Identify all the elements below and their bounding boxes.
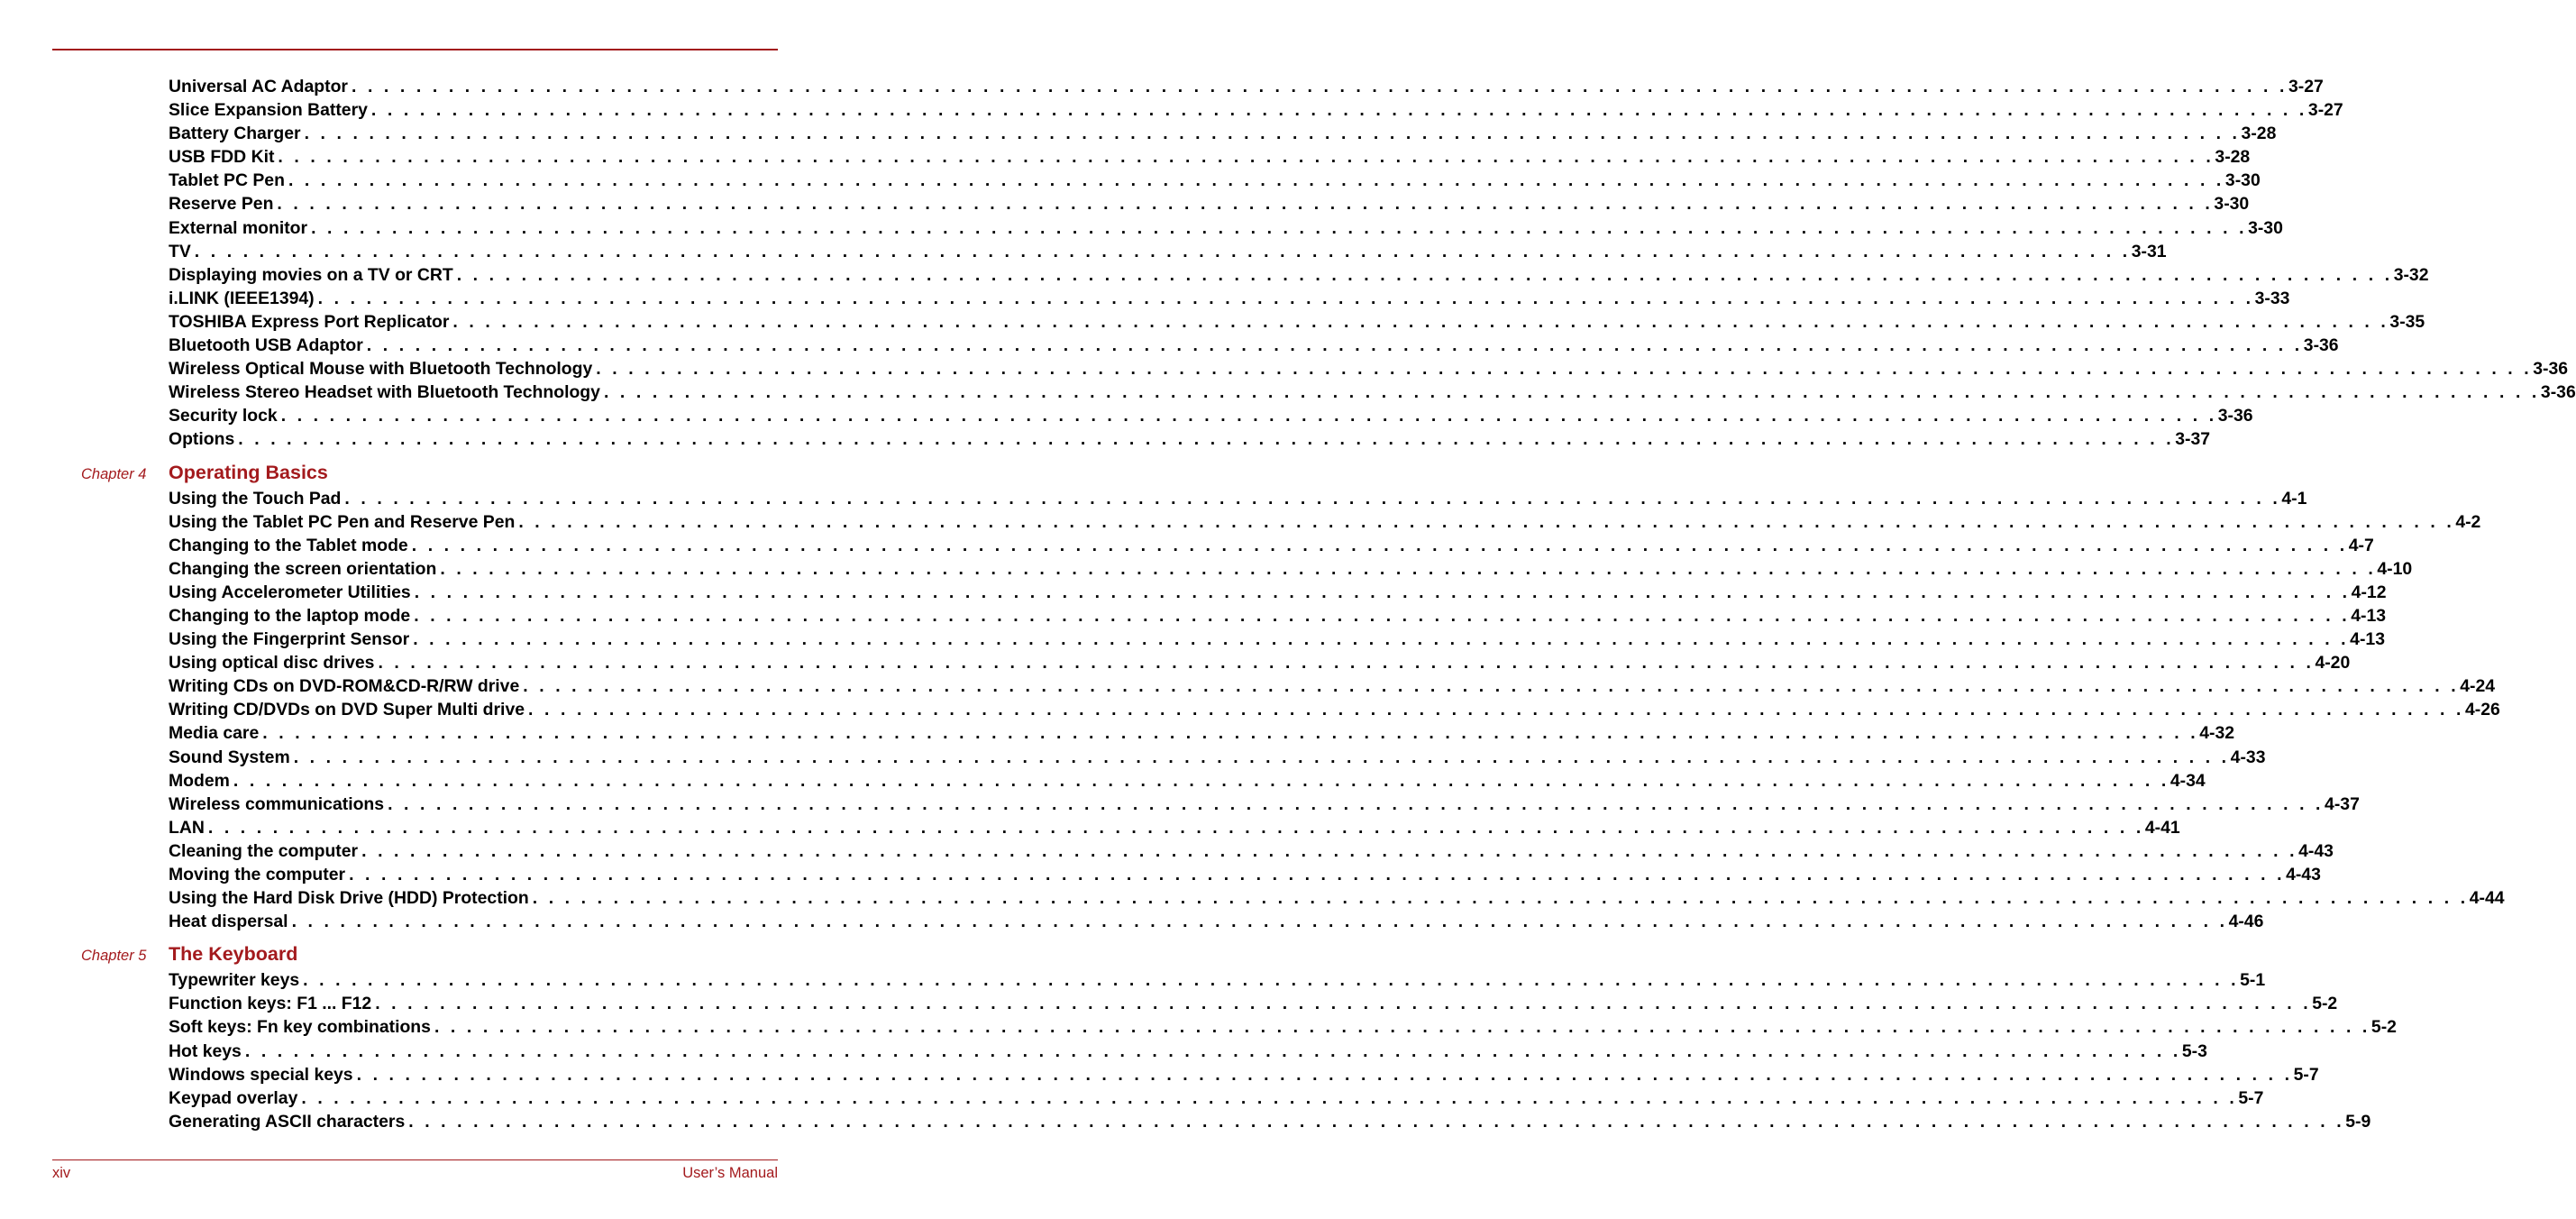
toc-entry-page: 4-43 (2286, 865, 2321, 884)
toc-entry-page: 4-44 (2469, 888, 2505, 909)
table-of-contents (0, 75, 2576, 1133)
toc-entry-page: 3-30 (2248, 217, 2283, 238)
dot-leader: . . . . . . . . . . . . . . . . . . . . . . . . . . . . . . . . . . . . . . . . . . . . . . . . . . . . . . . . . . . . . . . . . . . . . . . . . . . . . . . . . . . . . . . . . . . . . . . . . . . . . . . . . . . . . . . . . . . . . . . . (262, 723, 2199, 744)
chapter-label: Chapter 5 (81, 948, 147, 965)
toc-entry-title: TV (169, 241, 191, 261)
dot-leader: . . . . . . . . . . . . . . . . . . . . . . . . . . . . . . . . . . . . . . . . . . . . . . . . . . . . . . . . . . . . . . . . . . . . . . . . . . . . . . . . . . . . . . . . . . . . . . . . . . . . . . . . . . . . . . . . . . . . . . . . (344, 488, 2281, 509)
dot-leader: . . . . . . . . . . . . . . . . . . . . . . . . . . . . . . . . . . . . . . . . . . . . . . . . . . . . . . . . . . . . . . . . . . . . . . . . . . . . . . . . . . . . . . . . . . . . . . . . . . . . . . . . . . . . . . . . . . . . . . . . (278, 147, 2215, 168)
toc-entry-page: 3-35 (2389, 311, 2425, 332)
dot-leader: . . . . . . . . . . . . . . . . . . . . . . . . . . . . . . . . . . . . . . . . . . . . . . . . . . . . . . . . . . . . . . . . . . . . . . . . . . . . . . . . . . . . . . . . . . . . . . . . . . . . . . . . . . . . . . . . . . . . . . . . (291, 912, 2228, 932)
toc-entry-title: Using the Tablet PC Pen and Reserve Pen (169, 511, 516, 532)
chapter-heading (0, 943, 860, 968)
toc-entry[interactable] (169, 1086, 2264, 1110)
toc-entry-page: 3-33 (2254, 288, 2290, 308)
toc-entry[interactable] (169, 334, 2339, 357)
toc-entry-page: 3-27 (2288, 77, 2324, 96)
toc-entry-page: 5-2 (2370, 1017, 2397, 1038)
toc-entry-title: TOSHIBA Express Port Replicator (169, 311, 450, 332)
toc-entry-title: Typewriter keys (169, 970, 300, 991)
dot-leader: . . . . . . . . . . . . . . . . . . . . . . . . . . . . . . . . . . . . . . . . . . . . . . . . . . . . . . . . . . . . . . . . . . . . . . . . . . . . . . . . . . . . . . . . . . . . . . . . . . . . . . . . . . . . . . . . . . . . . . . . (293, 747, 2230, 767)
toc-entry[interactable] (169, 721, 2235, 745)
toc-entry-title: Changing the screen orientation (169, 558, 437, 579)
dot-leader: . . . . . . . . . . . . . . . . . . . . . . . . . . . . . . . . . . . . . . . . . . . . . . . . . . . . . . . . . . . . . . . . . . . . . . . . . . . . . . . . . . . . . . . . . . . . . . . . . . . . . . . . . . . . . . . . . . . . . . . . (378, 653, 2315, 674)
toc-entry[interactable] (169, 75, 2324, 98)
toc-entry-page: 4-13 (2351, 605, 2387, 626)
toc-entry-page: 4-12 (2351, 582, 2387, 602)
toc-entry-title: Security lock (169, 406, 278, 426)
toc-section (0, 461, 2505, 934)
toc-entry-title: Wireless communications (169, 793, 385, 814)
toc-entry-page: 3-28 (2215, 147, 2251, 168)
toc-entry-title: LAN (169, 817, 205, 838)
toc-entry[interactable] (169, 192, 2250, 215)
toc-entry-page: 3-27 (2307, 100, 2343, 121)
toc-entry[interactable] (169, 380, 2576, 404)
toc-entry[interactable] (169, 534, 2374, 557)
toc-entry[interactable] (169, 863, 2321, 886)
dot-leader: . . . . . . . . . . . . . . . . . . . . . . . . . . . . . . . . . . . . . . . . . . . . . . . . . . . . . . . . . . . . . . . . . . . . . . . . . . . . . . . . . . . . . . . . . . . . . . . . . . . . . . . . . . . . . . . . . . . . . . . . (280, 406, 2217, 426)
toc-entry-page: 4-33 (2230, 747, 2266, 767)
toc-entry-title: Bluetooth USB Adaptor (169, 335, 363, 356)
toc-entry-page: 5-9 (2345, 1111, 2371, 1132)
toc-entry-title: Using the Touch Pad (169, 488, 342, 509)
toc-entry[interactable] (169, 698, 2500, 721)
toc-entry[interactable] (169, 240, 2167, 263)
dot-leader: . . . . . . . . . . . . . . . . . . . . . . . . . . . . . . . . . . . . . . . . . . . . . . . . . . . . . . . . . . . . . . . . . . . . . . . . . . . . . . . . . . . . . . . . . . . . . . . . . . . . . . . . . . . . . . . . . . . . . . . . (370, 100, 2307, 121)
toc-entry-title: Wireless Stereo Headset with Bluetooth Technology (169, 382, 600, 403)
toc-entry-title: Generating ASCII characters (169, 1111, 406, 1132)
dot-leader: . . . . . . . . . . . . . . . . . . . . . . . . . . . . . . . . . . . . . . . . . . . . . . . . . . . . . . . . . . . . . . . . . . . . . . . . . . . . . . . . . . . . . . . . . . . . . . . . . . . . . . . . . . . . . . . . . . . . . . . . (238, 429, 2175, 450)
toc-entry-page: 5-2 (2312, 994, 2338, 1014)
dot-leader: . . . . . . . . . . . . . . . . . . . . . . . . . . . . . . . . . . . . . . . . . . . . . . . . . . . . . . . . . . . . . . . . . . . . . . . . . . . . . . . . . . . . . . . . . . . . . . . . . . . . . . . . . . . . . . . . . . . . . . . . (277, 194, 2214, 215)
header-rule (52, 49, 778, 50)
toc-entry[interactable] (169, 1015, 2397, 1039)
toc-entry-page: 4-41 (2144, 817, 2180, 838)
toc-entry[interactable] (169, 427, 2211, 451)
toc-entry-title: Reserve Pen (169, 194, 274, 215)
footer-page-number: xiv (52, 1165, 71, 1181)
footer-manual-name: User’s Manual (682, 1165, 778, 1181)
toc-entry-title: Keypad overlay (169, 1087, 298, 1108)
toc-entry-title: i.LINK (IEEE1394) (169, 288, 315, 308)
dot-leader: . . . . . . . . . . . . . . . . . . . . . . . . . . . . . . . . . . . . . . . . . . . . . . . . . . . . . . . . . . . . . . . . . . . . . . . . . . . . . . . . . . . . . . . . . . . . . . . . . . . . . . . . . . . . . . . . . . . . . . . . (233, 770, 2170, 791)
toc-entry[interactable] (169, 793, 2360, 816)
dot-leader: . . . . . . . . . . . . . . . . . . . . . . . . . . . . . . . . . . . . . . . . . . . . . . . . . . . . . . . . . . . . . . . . . . . . . . . . . . . . . . . . . . . . . . . . . . . . . . . . . . . . . . . . . . . . . . . . . . . . . . . . (414, 605, 2351, 626)
toc-entry-title: Hot keys (169, 1040, 242, 1061)
dot-leader: . . . . . . . . . . . . . . . . . . . . . . . . . . . . . . . . . . . . . . . . . . . . . . . . . . . . . . . . . . . . . . . . . . . . . . . . . . . . . . . . . . . . . . . . . . . . . . . . . . . . . . . . . . . . . . . . . . . . . . . . (518, 511, 2455, 532)
dot-leader: . . . . . . . . . . . . . . . . . . . . . . . . . . . . . . . . . . . . . . . . . . . . . . . . . . . . . . . . . . . . . . . . . . . . . . . . . . . . . . . . . . . . . . . . . . . . . . . . . . . . . . . . . . . . . . . . . . . . . . . . (523, 676, 2460, 697)
dot-leader: . . . . . . . . . . . . . . . . . . . . . . . . . . . . . . . . . . . . . . . . . . . . . . . . . . . . . . . . . . . . . . . . . . . . . . . . . . . . . . . . . . . . . . . . . . . . . . . . . . . . . . . . . . . . . . . . . . . . . . . . (361, 840, 2298, 861)
toc-entry-page: 3-36 (2533, 359, 2569, 380)
toc-entry[interactable] (169, 287, 2290, 310)
toc-entry[interactable] (169, 769, 2206, 793)
toc-entry-title: Universal AC Adaptor (169, 77, 348, 96)
dot-leader: . . . . . . . . . . . . . . . . . . . . . . . . . . . . . . . . . . . . . . . . . . . . . . . . . . . . . . . . . . . . . . . . . . . . . . . . . . . . . . . . . . . . . . . . . . . . . . . . . . . . . . . . . . . . . . . . . . . . . . . . (528, 700, 2465, 720)
toc-entry-page: 4-24 (2460, 676, 2496, 697)
toc-entry[interactable] (169, 1110, 2371, 1133)
dot-leader: . . . . . . . . . . . . . . . . . . . . . . . . . . . . . . . . . . . . . . . . . . . . . . . . . . . . . . . . . . . . . . . . . . . . . . . . . . . . . . . . . . . . . . . . . . . . . . . . . . . . . . . . . . . . . . . . . . . . . . . . (304, 124, 2241, 144)
toc-entry-page: 3-36 (2303, 335, 2339, 356)
toc-entry[interactable] (169, 992, 2338, 1015)
toc-entry-page: 4-37 (2325, 793, 2360, 814)
dot-leader: . . . . . . . . . . . . . . . . . . . . . . . . . . . . . . . . . . . . . . . . . . . . . . . . . . . . . . . . . . . . . . . . . . . . . . . . . . . . . . . . . . . . . . . . . . . . . . . . . . . . . . . . . . . . . . . . . . . . . . . . (311, 217, 2248, 238)
dot-leader: . . . . . . . . . . . . . . . . . . . . . . . . . . . . . . . . . . . . . . . . . . . . . . . . . . . . . . . . . . . . . . . . . . . . . . . . . . . . . . . . . . . . . . . . . . . . . . . . . . . . . . . . . . . . . . . . . . . . . . . . (413, 629, 2350, 650)
toc-entry-title: Soft keys: Fn key combinations (169, 1017, 431, 1038)
toc-entry-title: Using the Fingerprint Sensor (169, 629, 410, 650)
toc-section (0, 75, 2576, 452)
dot-leader: . . . . . . . . . . . . . . . . . . . . . . . . . . . . . . . . . . . . . . . . . . . . . . . . . . . . . . . . . . . . . . . . . . . . . . . . . . . . . . . . . . . . . . . . . . . . . . . . . . . . . . . . . . . . . . . . . . . . . . . . (603, 382, 2540, 403)
toc-entry[interactable] (169, 674, 2496, 698)
toc-entry[interactable] (169, 968, 2266, 992)
toc-entry[interactable] (169, 310, 2425, 334)
toc-entry-title: Using Accelerometer Utilities (169, 582, 411, 602)
dot-leader: . . . . . . . . . . . . . . . . . . . . . . . . . . . . . . . . . . . . . . . . . . . . . . . . . . . . . . . . . . . . . . . . . . . . . . . . . . . . . . . . . . . . . . . . . . . . . . . . . . . . . . . . . . . . . . . . . . . . . . . . (532, 888, 2469, 909)
toc-entry-page: 3-30 (2224, 170, 2261, 191)
toc-entry[interactable] (169, 357, 2569, 380)
toc-entry[interactable] (169, 557, 2413, 581)
toc-entry[interactable] (169, 651, 2351, 674)
chapter-heading (0, 462, 860, 487)
toc-entry-title: Cleaning the computer (169, 840, 359, 861)
chapter-title[interactable]: The Keyboard (169, 943, 298, 966)
toc-entry-page: 3-37 (2175, 429, 2211, 450)
footer-rule (52, 1159, 778, 1160)
toc-entry[interactable] (169, 169, 2261, 192)
dot-leader: . . . . . . . . . . . . . . . . . . . . . . . . . . . . . . . . . . . . . . . . . . . . . . . . . . . . . . . . . . . . . . . . . . . . . . . . . . . . . . . . . . . . . . . . . . . . . . . . . . . . . . . . . . . . . . . . . . . . . . . . (288, 170, 2224, 191)
toc-entry[interactable] (169, 1063, 2319, 1086)
dot-leader: . . . . . . . . . . . . . . . . . . . . . . . . . . . . . . . . . . . . . . . . . . . . . . . . . . . . . . . . . . . . . . . . . . . . . . . . . . . . . . . . . . . . . . . . . . . . . . . . . . . . . . . . . . . . . . . . . . . . . . . . (356, 1064, 2293, 1085)
toc-entry[interactable] (169, 487, 2307, 510)
dot-leader: . . . . . . . . . . . . . . . . . . . . . . . . . . . . . . . . . . . . . . . . . . . . . . . . . . . . . . . . . . . . . . . . . . . . . . . . . . . . . . . . . . . . . . . . . . . . . . . . . . . . . . . . . . . . . . . . . . . . . . . . (414, 582, 2351, 602)
toc-entry-title: Using optical disc drives (169, 653, 375, 674)
toc-entry-title: Changing to the Tablet mode (169, 535, 408, 555)
toc-entry-page: 4-32 (2199, 723, 2235, 744)
toc-entry-title: Writing CDs on DVD-ROM&CD-R/RW drive (169, 676, 520, 697)
dot-leader: . . . . . . . . . . . . . . . . . . . . . . . . . . . . . . . . . . . . . . . . . . . . . . . . . . . . . . . . . . . . . . . . . . . . . . . . . . . . . . . . . . . . . . . . . . . . . . . . . . . . . . . . . . . . . . . . . . . . . . . . (301, 1087, 2238, 1108)
toc-entry-page: 3-30 (2214, 194, 2250, 215)
toc-entry-title: Windows special keys (169, 1064, 353, 1085)
toc-entry[interactable] (169, 145, 2251, 169)
toc-entry-title: Writing CD/DVDs on DVD Super Multi drive (169, 700, 525, 720)
dot-leader: . . . . . . . . . . . . . . . . . . . . . . . . . . . . . . . . . . . . . . . . . . . . . . . . . . . . . . . . . . . . . . . . . . . . . . . . . . . . . . . . . . . . . . . . . . . . . . . . . . . . . . . . . . . . . . . . . . . . . . . . (207, 817, 2144, 838)
toc-entry-title: Function keys: F1 ... F12 (169, 994, 372, 1014)
toc-entry-title: Sound System (169, 747, 290, 767)
toc-entry-page: 5-3 (2181, 1040, 2207, 1061)
dot-leader: . . . . . . . . . . . . . . . . . . . . . . . . . . . . . . . . . . . . . . . . . . . . . . . . . . . . . . . . . . . . . . . . . . . . . . . . . . . . . . . . . . . . . . . . . . . . . . . . . . . . . . . . . . . . . . . . . . . . . . . . (303, 970, 2240, 991)
toc-entry-page: 4-10 (2377, 558, 2413, 579)
toc-entry-title: Battery Charger (169, 124, 301, 144)
dot-leader: . . . . . . . . . . . . . . . . . . . . . . . . . . . . . . . . . . . . . . . . . . . . . . . . . . . . . . . . . . . . . . . . . . . . . . . . . . . . . . . . . . . . . . . . . . . . . . . . . . . . . . . . . . . . . . . . . . . . . . . . (349, 865, 2286, 884)
toc-entry-page: 4-7 (2348, 535, 2374, 555)
toc-entry[interactable] (169, 816, 2180, 839)
toc-entry-page: 5-7 (2238, 1087, 2264, 1108)
toc-section (0, 943, 2397, 1133)
dot-leader: . . . . . . . . . . . . . . . . . . . . . . . . . . . . . . . . . . . . . . . . . . . . . . . . . . . . . . . . . . . . . . . . . . . . . . . . . . . . . . . . . . . . . . . . . . . . . . . . . . . . . . . . . . . . . . . . . . . . . . . . (596, 359, 2533, 380)
toc-entry-page: 3-31 (2131, 241, 2167, 261)
toc-entry[interactable] (169, 1040, 2207, 1063)
toc-entry-page: 4-13 (2350, 629, 2385, 650)
toc-entry-page: 3-36 (2217, 406, 2253, 426)
toc-entry-page: 5-1 (2240, 970, 2266, 991)
toc-entry-page: 4-43 (2298, 840, 2334, 861)
toc-entry-title: External monitor (169, 217, 308, 238)
toc-entry-title: Slice Expansion Battery (169, 100, 368, 121)
toc-entry[interactable] (169, 510, 2481, 534)
toc-entry-title: USB FDD Kit (169, 147, 275, 168)
toc-entry[interactable] (169, 98, 2343, 122)
dot-leader: . . . . . . . . . . . . . . . . . . . . . . . . . . . . . . . . . . . . . . . . . . . . . . . . . . . . . . . . . . . . . . . . . . . . . . . . . . . . . . . . . . . . . . . . . . . . . . . . . . . . . . . . . . . . . . . . . . . . . . . . (366, 335, 2303, 356)
dot-leader: . . . . . . . . . . . . . . . . . . . . . . . . . . . . . . . . . . . . . . . . . . . . . . . . . . . . . . . . . . . . . . . . . . . . . . . . . . . . . . . . . . . . . . . . . . . . . . . . . . . . . . . . . . . . . . . . . . . . . . . . (440, 558, 2377, 579)
toc-entry[interactable] (169, 216, 2283, 240)
dot-leader: . . . . . . . . . . . . . . . . . . . . . . . . . . . . . . . . . . . . . . . . . . . . . . . . . . . . . . . . . . . . . . . . . . . . . . . . . . . . . . . . . . . . . . . . . . . . . . . . . . . . . . . . . . . . . . . . . . . . . . . . (351, 77, 2288, 96)
dot-leader: . . . . . . . . . . . . . . . . . . . . . . . . . . . . . . . . . . . . . . . . . . . . . . . . . . . . . . . . . . . . . . . . . . . . . . . . . . . . . . . . . . . . . . . . . . . . . . . . . . . . . . . . . . . . . . . . . . . . . . . . (434, 1017, 2370, 1038)
toc-entry-page: 4-34 (2170, 770, 2206, 791)
dot-leader: . . . . . . . . . . . . . . . . . . . . . . . . . . . . . . . . . . . . . . . . . . . . . . . . . . . . . . . . . . . . . . . . . . . . . . . . . . . . . . . . . . . . . . . . . . . . . . . . . . . . . . . . . . . . . . . . . . . . . . . . (411, 535, 2348, 555)
toc-entry[interactable] (169, 886, 2505, 910)
toc-entry-title: Moving the computer (169, 865, 346, 884)
chapter-label: Chapter 4 (81, 465, 147, 482)
toc-entry-title: Modem (169, 770, 230, 791)
toc-entry[interactable] (169, 910, 2264, 933)
toc-entry[interactable] (169, 628, 2385, 651)
toc-entry[interactable] (169, 839, 2334, 863)
toc-entry-page: 4-20 (2315, 653, 2351, 674)
toc-entry-title: Heat dispersal (169, 912, 288, 932)
toc-entry-page: 5-7 (2293, 1064, 2319, 1085)
toc-entry-page: 4-2 (2455, 511, 2481, 532)
dot-leader: . . . . . . . . . . . . . . . . . . . . . . . . . . . . . . . . . . . . . . . . . . . . . . . . . . . . . . . . . . . . . . . . . . . . . . . . . . . . . . . . . . . . . . . . . . . . . . . . . . . . . . . . . . . . . . . . . . . . . . . . (452, 311, 2389, 332)
toc-entry-title: Media care (169, 723, 260, 744)
toc-entry-page: 3-36 (2540, 382, 2576, 403)
dot-leader: . . . . . . . . . . . . . . . . . . . . . . . . . . . . . . . . . . . . . . . . . . . . . . . . . . . . . . . . . . . . . . . . . . . . . . . . . . . . . . . . . . . . . . . . . . . . . . . . . . . . . . . . . . . . . . . . . . . . . . . . (408, 1111, 2345, 1132)
toc-entry[interactable] (169, 746, 2266, 769)
dot-leader: . . . . . . . . . . . . . . . . . . . . . . . . . . . . . . . . . . . . . . . . . . . . . . . . . . . . . . . . . . . . . . . . . . . . . . . . . . . . . . . . . . . . . . . . . . . . . . . . . . . . . . . . . . . . . . . . . . . . . . . . (194, 241, 2131, 261)
toc-entry-title: Tablet PC Pen (169, 170, 285, 191)
chapter-title[interactable]: Operating Basics (169, 461, 328, 483)
dot-leader: . . . . . . . . . . . . . . . . . . . . . . . . . . . . . . . . . . . . . . . . . . . . . . . . . . . . . . . . . . . . . . . . . . . . . . . . . . . . . . . . . . . . . . . . . . . . . . . . . . . . . . . . . . . . . . . . . . . . . . . . (244, 1040, 2181, 1061)
toc-entry[interactable] (169, 263, 2429, 287)
dot-leader: . . . . . . . . . . . . . . . . . . . . . . . . . . . . . . . . . . . . . . . . . . . . . . . . . . . . . . . . . . . . . . . . . . . . . . . . . . . . . . . . . . . . . . . . . . . . . . . . . . . . . . . . . . . . . . . . . . . . . . . . (375, 994, 2312, 1014)
toc-entry[interactable] (169, 122, 2277, 145)
toc-entry-page: 3-28 (2241, 124, 2277, 144)
dot-leader: . . . . . . . . . . . . . . . . . . . . . . . . . . . . . . . . . . . . . . . . . . . . . . . . . . . . . . . . . . . . . . . . . . . . . . . . . . . . . . . . . . . . . . . . . . . . . . . . . . . . . . . . . . . . . . . . . . . . . . . . (317, 288, 2254, 308)
toc-entry[interactable] (169, 604, 2387, 628)
toc-entry-title: Displaying movies on a TV or CRT (169, 264, 453, 285)
toc-entry-title: Options (169, 429, 235, 450)
toc-entry-page: 4-1 (2281, 488, 2307, 509)
toc-entry-page: 4-26 (2465, 700, 2500, 720)
dot-leader: . . . . . . . . . . . . . . . . . . . . . . . . . . . . . . . . . . . . . . . . . . . . . . . . . . . . . . . . . . . . . . . . . . . . . . . . . . . . . . . . . . . . . . . . . . . . . . . . . . . . . . . . . . . . . . . . . . . . . . . . (388, 793, 2325, 814)
dot-leader: . . . . . . . . . . . . . . . . . . . . . . . . . . . . . . . . . . . . . . . . . . . . . . . . . . . . . . . . . . . . . . . . . . . . . . . . . . . . . . . . . . . . . . . . . . . . . . . . . . . . . . . . . . . . . . . . . . . . . . . . (456, 264, 2393, 285)
toc-entry-page: 4-46 (2228, 912, 2264, 932)
toc-entry[interactable] (169, 404, 2253, 427)
toc-entry-title: Using the Hard Disk Drive (HDD) Protection (169, 888, 529, 909)
toc-entry-page: 3-32 (2393, 264, 2429, 285)
toc-entry-title: Wireless Optical Mouse with Bluetooth Technology (169, 359, 593, 380)
toc-entry[interactable] (169, 581, 2387, 604)
toc-entry-title: Changing to the laptop mode (169, 605, 411, 626)
